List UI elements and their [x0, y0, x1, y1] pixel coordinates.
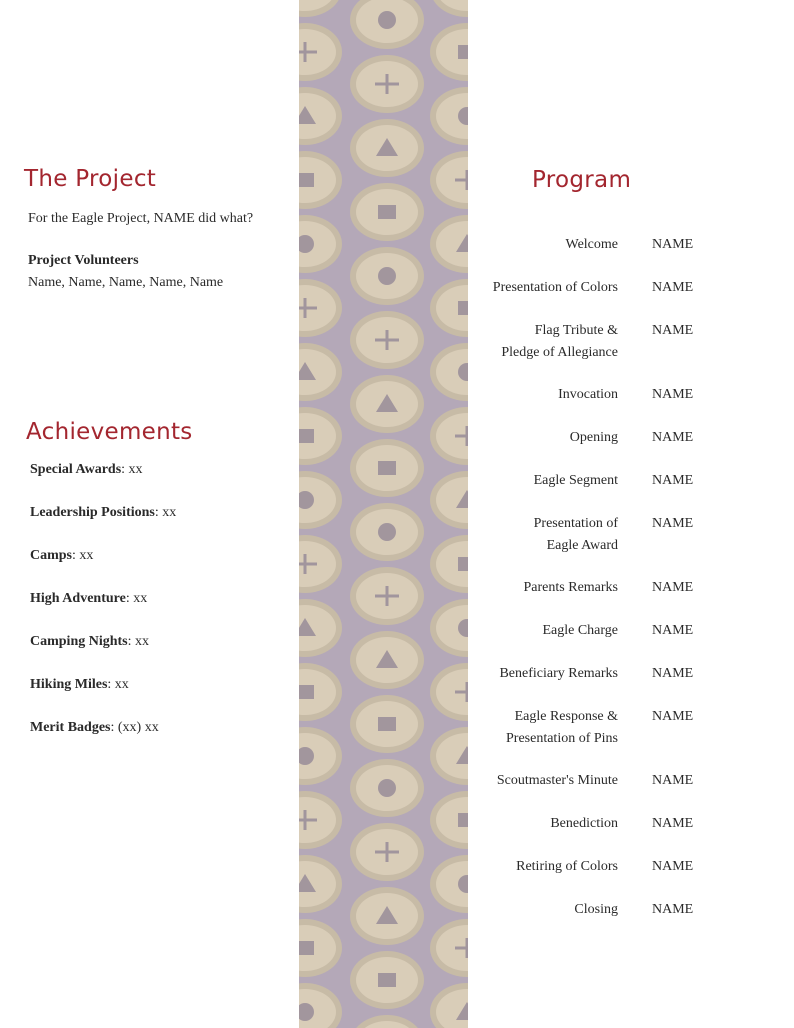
achievement-value: : xx	[72, 548, 94, 563]
program-item-label	[468, 320, 618, 364]
program-item-name: NAME	[652, 709, 694, 724]
program-item-name: NAME	[652, 623, 694, 638]
program-item-label	[468, 856, 618, 878]
achievement-row	[30, 502, 176, 524]
program-item-label	[468, 706, 618, 750]
program-item-label	[468, 620, 618, 642]
achievement-label: Special Awards	[30, 462, 122, 477]
merit-badge-icon	[299, 0, 342, 17]
merit-badge-icon	[350, 695, 424, 753]
merit-badge-icon	[350, 119, 424, 177]
program-item-label	[468, 234, 618, 256]
program-item-label-line: Eagle Response &	[514, 709, 618, 724]
merit-badge-icon	[430, 407, 468, 465]
program-item-name: NAME	[652, 237, 694, 252]
merit-badge-icon	[350, 1015, 424, 1028]
merit-badge-icon	[299, 599, 342, 657]
program-item-label-line: Welcome	[565, 237, 618, 252]
achievement-row	[30, 545, 93, 567]
merit-badge-icon	[430, 855, 468, 913]
program-item-name: NAME	[652, 280, 694, 295]
program-item-label	[468, 470, 618, 492]
merit-badge-icon	[299, 87, 342, 145]
program-item-name: NAME	[652, 902, 694, 917]
achievement-value: : (xx) xx	[110, 720, 159, 735]
merit-badge-icon	[299, 279, 342, 337]
program-item-label	[468, 663, 618, 685]
program-item-label	[468, 813, 618, 835]
achievement-label: Camping Nights	[30, 634, 128, 649]
merit-badge-icon	[299, 151, 342, 209]
program-item-label-line: Pledge of Allegiance	[501, 345, 618, 360]
merit-badge-icon	[350, 55, 424, 113]
achievement-label: Leadership Positions	[30, 505, 155, 520]
achievement-value: : xx	[154, 505, 177, 520]
program-item-name: NAME	[652, 816, 694, 831]
program-item-label	[468, 899, 618, 921]
merit-badge-icon	[350, 631, 424, 689]
achievement-label: Hiking Miles	[30, 677, 108, 692]
program-item-label-line: Retiring of Colors	[516, 859, 618, 874]
merit-badge-icon	[350, 311, 424, 369]
merit-badge-icon	[430, 279, 468, 337]
merit-badge-icon	[350, 823, 424, 881]
merit-badge-icon	[299, 535, 342, 593]
merit-badge-icon	[350, 0, 424, 49]
program-item-label-line: Benediction	[550, 816, 618, 831]
program-title: Program	[532, 167, 632, 193]
program-item-name: NAME	[652, 773, 694, 788]
program-item-label	[468, 277, 618, 299]
volunteers-list: Name, Name, Name, Name, Name	[28, 275, 224, 290]
merit-badge-icon	[299, 343, 342, 401]
merit-badge-icon	[299, 727, 342, 785]
achievement-value: : xx	[125, 591, 148, 606]
program-item-label-line: Eagle Charge	[542, 623, 618, 638]
merit-badge-icon	[299, 407, 342, 465]
program-item-name: NAME	[652, 516, 694, 531]
program-item-label-line: Beneficiary Remarks	[499, 666, 618, 681]
program-item-label	[468, 384, 618, 406]
achievement-row	[30, 674, 129, 696]
merit-badge-icon	[430, 919, 468, 977]
merit-badge-icon	[299, 919, 342, 977]
merit-badge-icon	[350, 439, 424, 497]
badge-pattern	[299, 0, 468, 1028]
merit-badge-icon	[430, 87, 468, 145]
achievement-value: : xx	[127, 634, 150, 649]
achievement-row	[30, 631, 149, 653]
program-item-name: NAME	[652, 387, 694, 402]
merit-badge-icon	[430, 983, 468, 1028]
program-item-label-line: Presentation of	[533, 516, 618, 531]
merit-badge-icon	[430, 663, 468, 721]
merit-badge-icon	[299, 791, 342, 849]
program-item-name: NAME	[652, 666, 694, 681]
program-item-label-line: Invocation	[558, 387, 618, 402]
merit-badge-icon	[350, 567, 424, 625]
merit-badge-icon	[350, 247, 424, 305]
merit-badge-icon	[299, 23, 342, 81]
project-title: The Project	[24, 166, 157, 192]
achievement-label: High Adventure	[30, 591, 126, 606]
achievement-value: : xx	[121, 462, 143, 477]
program-item-label-line: Closing	[574, 902, 618, 917]
program-item-name: NAME	[652, 430, 694, 445]
merit-badge-icon	[299, 215, 342, 273]
merit-badge-icon	[350, 759, 424, 817]
program-item-label-line: Eagle Segment	[533, 473, 618, 488]
program-item-label-line: Scoutmaster's Minute	[496, 773, 618, 788]
achievement-row	[30, 459, 143, 481]
merit-badge-icon	[430, 471, 468, 529]
achievement-label: Camps	[30, 548, 73, 563]
program-item-label	[468, 577, 618, 599]
program-item-label	[468, 770, 618, 792]
merit-badge-icon	[299, 983, 342, 1028]
project-description: For the Eagle Project, NAME did what?	[28, 211, 254, 226]
program-item-name: NAME	[652, 859, 694, 874]
volunteers-label: Project Volunteers	[28, 253, 139, 268]
program-item-label	[468, 427, 618, 449]
program-item-label	[468, 513, 618, 557]
program-item-name: NAME	[652, 323, 694, 338]
merit-badge-icon	[430, 0, 468, 17]
merit-badge-icon	[430, 343, 468, 401]
program-item-label-line: Eagle Award	[546, 538, 618, 553]
merit-badge-icon	[430, 727, 468, 785]
merit-badge-icon	[299, 855, 342, 913]
merit-badge-icon	[430, 599, 468, 657]
program-item-label-line: Parents Remarks	[523, 580, 618, 595]
achievement-label: Merit Badges	[30, 720, 111, 735]
merit-badge-icon	[299, 471, 342, 529]
achievement-row	[30, 588, 147, 610]
merit-badge-icon	[299, 663, 342, 721]
merit-badge-icon	[430, 791, 468, 849]
merit-badge-icon	[350, 503, 424, 561]
achievements-title: Achievements	[26, 419, 193, 445]
achievement-value: : xx	[107, 677, 129, 692]
merit-badge-icon	[430, 151, 468, 209]
program-item-name: NAME	[652, 473, 694, 488]
program-item-label-line: Opening	[569, 430, 618, 445]
merit-badge-icon	[350, 375, 424, 433]
merit-badge-icon	[430, 535, 468, 593]
merit-badge-strip	[299, 0, 468, 1028]
merit-badge-icon	[350, 887, 424, 945]
program-item-label-line: Presentation of Pins	[506, 731, 618, 746]
achievement-row	[30, 717, 159, 739]
merit-badge-icon	[350, 951, 424, 1009]
program-item-label-line: Flag Tribute &	[534, 323, 618, 338]
program-item-name: NAME	[652, 580, 694, 595]
program-item-label-line: Presentation of Colors	[492, 280, 618, 295]
merit-badge-icon	[350, 183, 424, 241]
merit-badge-icon	[430, 23, 468, 81]
merit-badge-icon	[430, 215, 468, 273]
